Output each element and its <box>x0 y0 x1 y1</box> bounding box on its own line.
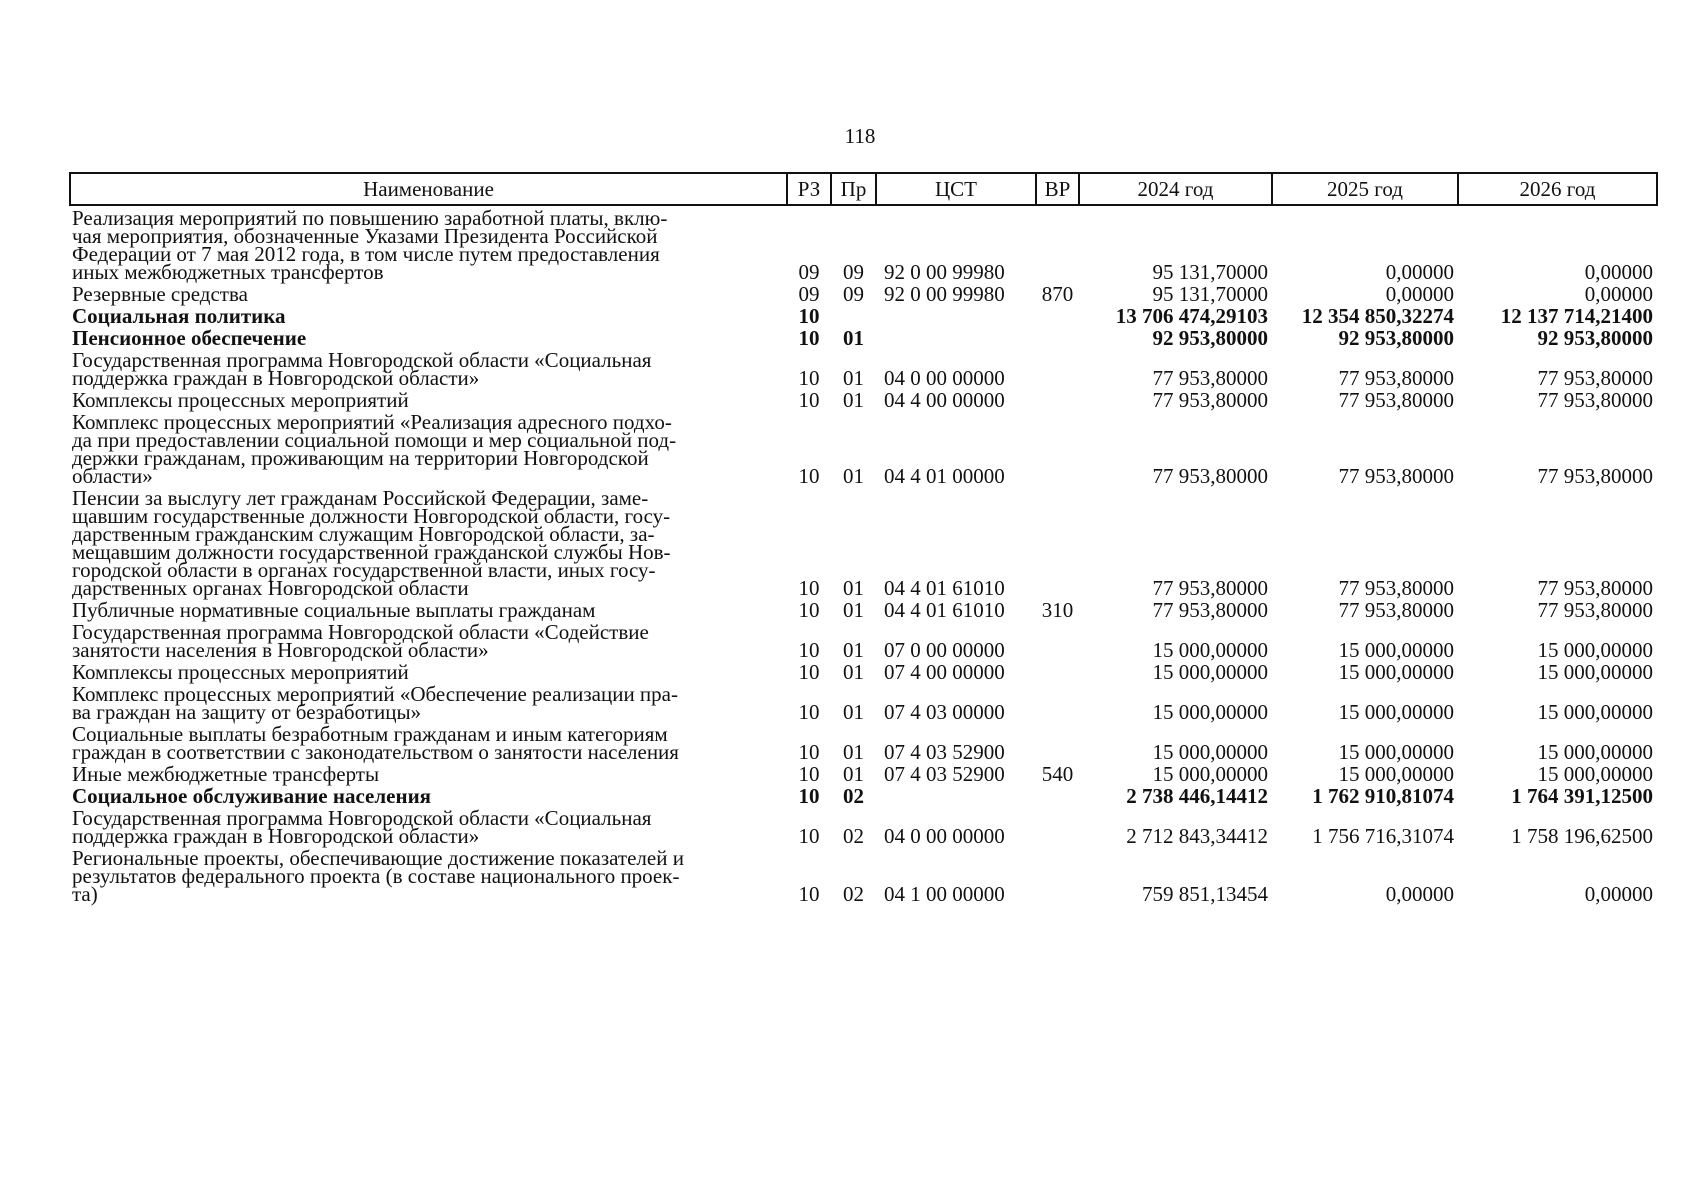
row-pr: 01 <box>843 576 864 600</box>
row-value-2026: 1 764 391,12500 <box>1511 784 1653 808</box>
row-rz: 10 <box>798 638 820 662</box>
row-value-2024: 95 131,70000 <box>1152 282 1268 306</box>
row-cst: 07 4 03 00000 <box>884 700 1005 724</box>
row-vr <box>1036 205 1079 282</box>
row-name: Реализация мероприятий по повышению заработной платы, вклю- чая мероприятия, обозначенные Указами Президента Российской Федерации от 7 мая 2012 года, в том числе путем предоставления иных межбюджетных трансфертов <box>72 206 668 284</box>
row-value-2026: 0,00000 <box>1584 260 1653 284</box>
row-value-2026: 0,00000 <box>1584 282 1653 306</box>
row-name: Пенсии за выслугу лет гражданам Российской Федерации, заме- щавшим государственные должности Новгородской области, госу- дарственным гражданским служащим Новгородской области, за- мещавшим должности государственной гражданской службы Нов- городской области в органах государственной власти, иных госу- дарственных органах Новгородской области <box>72 486 671 600</box>
row-value-2026: 15 000,00000 <box>1537 740 1653 764</box>
row-value-2024: 759 851,13454 <box>1142 882 1268 906</box>
row-value-2026: 12 137 714,21400 <box>1500 304 1653 328</box>
row-value-2024: 13 706 474,29103 <box>1115 304 1268 328</box>
table-row <box>70 304 1657 326</box>
row-vr <box>1036 784 1079 806</box>
row-value-2024: 15 000,00000 <box>1152 660 1268 684</box>
row-value-2024: 15 000,00000 <box>1152 638 1268 662</box>
row-value-2025: 15 000,00000 <box>1338 660 1454 684</box>
row-cst <box>876 784 1036 806</box>
row-pr: 01 <box>843 388 864 412</box>
header-pr: Пр <box>831 173 876 205</box>
header-2025: 2025 год <box>1272 173 1458 205</box>
row-pr: 02 <box>843 784 864 808</box>
row-rz: 10 <box>798 366 820 390</box>
table-row <box>70 388 1657 410</box>
header-name: Наименование <box>70 173 787 205</box>
row-cst: 04 4 00 00000 <box>884 388 1005 412</box>
row-cst: 04 0 00 00000 <box>884 824 1005 848</box>
row-value-2024: 95 131,70000 <box>1152 260 1268 284</box>
header-rz: РЗ <box>787 173 831 205</box>
row-pr: 01 <box>843 638 864 662</box>
row-name: Социальные выплаты безработным гражданам и иным категориям граждан в соответствии с законодательством о занятости населения <box>72 722 679 764</box>
row-rz: 10 <box>798 784 820 808</box>
row-pr <box>831 304 876 326</box>
row-cst: 92 0 00 99980 <box>884 260 1005 284</box>
table-row <box>70 762 1657 784</box>
row-value-2026: 77 953,80000 <box>1537 598 1653 622</box>
row-vr <box>1036 846 1079 904</box>
row-value-2025: 77 953,80000 <box>1338 464 1454 488</box>
row-vr: 310 <box>1041 598 1074 622</box>
row-name: Социальная политика <box>72 304 286 328</box>
row-cst: 07 0 00 00000 <box>884 638 1005 662</box>
header-2026: 2026 год <box>1458 173 1657 205</box>
row-name: Государственная программа Новгородской области «Содействие занятости населения в Новгородской области» <box>72 620 649 662</box>
row-value-2026: 1 758 196,62500 <box>1511 824 1653 848</box>
row-value-2024: 77 953,80000 <box>1152 464 1268 488</box>
row-vr <box>1036 682 1079 722</box>
row-name: Комплекс процессных мероприятий «Обеспечение реализации пра- ва граждан на защиту от безработицы» <box>72 682 678 724</box>
row-value-2026: 77 953,80000 <box>1537 366 1653 390</box>
table-row <box>70 784 1657 806</box>
row-value-2024: 77 953,80000 <box>1152 388 1268 412</box>
row-value-2024: 2 712 843,34412 <box>1126 824 1268 848</box>
row-rz: 10 <box>798 304 820 328</box>
row-value-2024: 15 000,00000 <box>1152 762 1268 786</box>
row-vr: 540 <box>1041 762 1074 786</box>
row-pr: 01 <box>843 464 864 488</box>
row-cst: 04 4 01 61010 <box>884 576 1005 600</box>
row-cst <box>876 326 1036 348</box>
table-row <box>70 326 1657 348</box>
table-row <box>70 410 1657 486</box>
table-row <box>70 682 1657 722</box>
row-vr <box>1036 620 1079 660</box>
row-rz: 10 <box>798 598 820 622</box>
row-rz: 10 <box>798 576 820 600</box>
row-pr: 02 <box>843 824 864 848</box>
row-name: Государственная программа Новгородской области «Социальная поддержка граждан в Новгородской области» <box>72 806 652 848</box>
row-vr <box>1036 806 1079 846</box>
row-pr: 02 <box>843 882 864 906</box>
row-rz: 10 <box>798 740 820 764</box>
row-value-2025: 0,00000 <box>1385 260 1454 284</box>
row-value-2026: 15 000,00000 <box>1537 638 1653 662</box>
row-rz: 10 <box>798 882 820 906</box>
row-value-2024: 77 953,80000 <box>1152 598 1268 622</box>
table-row <box>70 806 1657 846</box>
row-cst <box>876 304 1036 326</box>
row-value-2025: 1 762 910,81074 <box>1312 784 1454 808</box>
page-number: 118 <box>844 124 876 148</box>
table-row <box>70 660 1657 682</box>
table-row <box>70 348 1657 388</box>
row-rz: 09 <box>798 260 820 284</box>
row-value-2026: 15 000,00000 <box>1537 660 1653 684</box>
row-cst: 07 4 03 52900 <box>884 762 1005 786</box>
row-name: Комплексы процессных мероприятий <box>72 388 409 412</box>
row-name: Государственная программа Новгородской области «Социальная поддержка граждан в Новгородской области» <box>72 348 652 390</box>
table-row <box>70 486 1657 598</box>
table-row <box>70 598 1657 620</box>
budget-table <box>69 172 1658 904</box>
row-value-2025: 77 953,80000 <box>1338 576 1454 600</box>
table-row <box>70 282 1657 304</box>
row-pr: 01 <box>843 700 864 724</box>
row-vr <box>1036 388 1079 410</box>
row-value-2026: 77 953,80000 <box>1537 576 1653 600</box>
row-vr <box>1036 722 1079 762</box>
row-value-2024: 77 953,80000 <box>1152 576 1268 600</box>
row-value-2025: 92 953,80000 <box>1338 326 1454 350</box>
row-cst: 04 0 00 00000 <box>884 366 1005 390</box>
table-row <box>70 620 1657 660</box>
row-value-2026: 92 953,80000 <box>1537 326 1653 350</box>
row-name: Региональные проекты, обеспечивающие достижение показателей и результатов федерального проекта (в составе национального проек- та) <box>72 846 684 906</box>
row-value-2025: 77 953,80000 <box>1338 366 1454 390</box>
row-name: Социальное обслуживание населения <box>72 784 432 808</box>
row-value-2024: 92 953,80000 <box>1152 326 1268 350</box>
row-rz: 10 <box>798 762 820 786</box>
row-value-2025: 77 953,80000 <box>1338 598 1454 622</box>
row-cst: 04 4 01 00000 <box>884 464 1005 488</box>
table-header-row <box>70 173 1657 205</box>
row-pr: 01 <box>843 740 864 764</box>
row-pr: 09 <box>843 282 864 306</box>
header-vr: ВР <box>1036 173 1079 205</box>
table-row <box>70 205 1657 282</box>
row-rz: 09 <box>798 282 820 306</box>
row-vr <box>1036 326 1079 348</box>
row-value-2025: 0,00000 <box>1385 882 1454 906</box>
row-rz: 10 <box>798 660 820 684</box>
row-pr: 01 <box>843 598 864 622</box>
table-row <box>70 722 1657 762</box>
row-pr: 01 <box>843 762 864 786</box>
row-value-2026: 15 000,00000 <box>1537 762 1653 786</box>
row-value-2026: 77 953,80000 <box>1537 388 1653 412</box>
header-cst: ЦСТ <box>876 173 1036 205</box>
row-vr: 870 <box>1041 282 1074 306</box>
row-name: Публичные нормативные социальные выплаты гражданам <box>72 598 596 622</box>
row-value-2024: 15 000,00000 <box>1152 740 1268 764</box>
row-vr <box>1036 304 1079 326</box>
row-rz: 10 <box>798 824 820 848</box>
row-value-2026: 77 953,80000 <box>1537 464 1653 488</box>
table-body <box>70 205 1657 904</box>
row-value-2025: 12 354 850,32274 <box>1301 304 1454 328</box>
row-cst: 92 0 00 99980 <box>884 282 1005 306</box>
row-value-2025: 1 756 716,31074 <box>1312 824 1454 848</box>
row-vr <box>1036 486 1079 598</box>
row-value-2024: 77 953,80000 <box>1152 366 1268 390</box>
table-row <box>70 846 1657 904</box>
row-name: Комплексы процессных мероприятий <box>72 660 409 684</box>
row-value-2025: 15 000,00000 <box>1338 638 1454 662</box>
row-rz: 10 <box>798 464 820 488</box>
row-cst: 04 4 01 61010 <box>884 598 1005 622</box>
row-name: Резервные средства <box>72 282 248 306</box>
row-value-2026: 0,00000 <box>1584 882 1653 906</box>
row-value-2025: 0,00000 <box>1385 282 1454 306</box>
row-value-2024: 15 000,00000 <box>1152 700 1268 724</box>
row-name: Пенсионное обеспечение <box>72 326 307 350</box>
row-value-2026: 15 000,00000 <box>1537 700 1653 724</box>
row-pr: 09 <box>843 260 864 284</box>
row-rz: 10 <box>798 700 820 724</box>
row-vr <box>1036 348 1079 388</box>
row-pr: 01 <box>843 660 864 684</box>
row-rz: 10 <box>798 326 820 350</box>
row-value-2024: 2 738 446,14412 <box>1126 784 1268 808</box>
row-pr: 01 <box>843 326 864 350</box>
row-value-2025: 15 000,00000 <box>1338 700 1454 724</box>
row-cst: 04 1 00 00000 <box>884 882 1005 906</box>
row-name: Иные межбюджетные трансферты <box>72 762 380 786</box>
row-value-2025: 77 953,80000 <box>1338 388 1454 412</box>
row-value-2025: 15 000,00000 <box>1338 762 1454 786</box>
header-2024: 2024 год <box>1079 173 1272 205</box>
row-name: Комплекс процессных мероприятий «Реализация адресного подхо- да при предоставлении социальной помощи и мер социальной под- держки гражданам, проживающим на территории Новгородской области» <box>72 410 677 488</box>
row-cst: 07 4 00 00000 <box>884 660 1005 684</box>
row-pr: 01 <box>843 366 864 390</box>
row-rz: 10 <box>798 388 820 412</box>
row-vr <box>1036 410 1079 486</box>
row-cst: 07 4 03 52900 <box>884 740 1005 764</box>
row-value-2025: 15 000,00000 <box>1338 740 1454 764</box>
row-vr <box>1036 660 1079 682</box>
